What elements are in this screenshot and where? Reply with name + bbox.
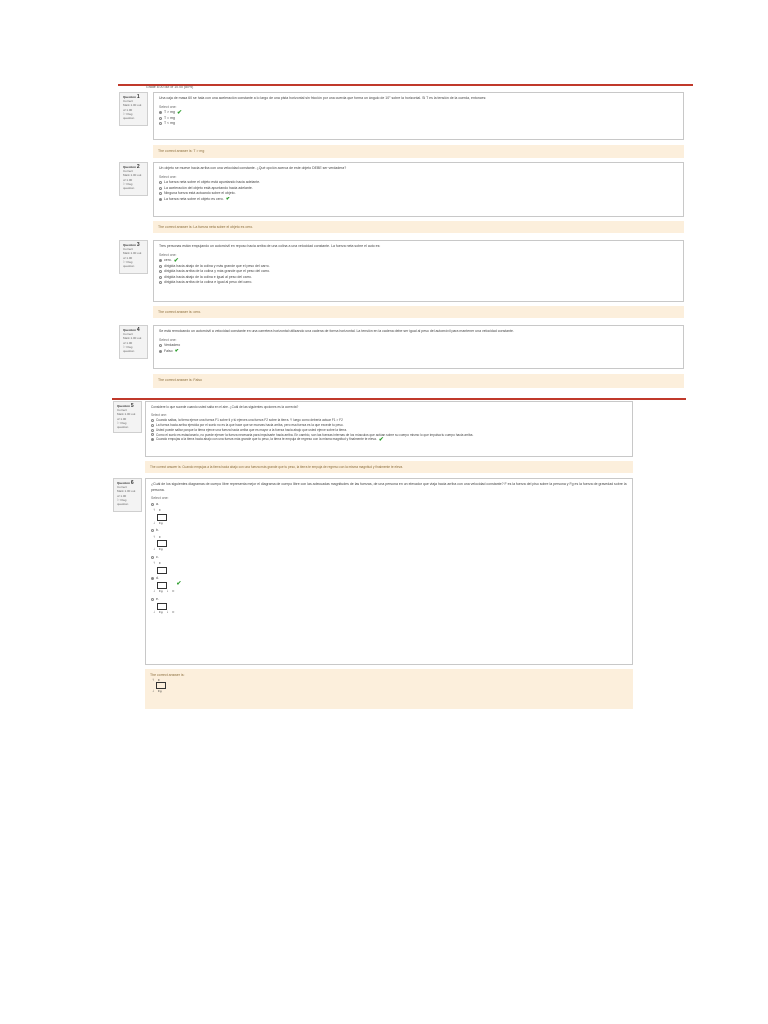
check-icon: ✔ bbox=[225, 196, 231, 202]
correct-answer-feedback: The correct answer is: Cuando empujas a la tierra hacia abajo con una fuerza más grande que tu peso, la tierra te empuja de regreso con la misma magnitud y finalmente te eleva. bbox=[145, 461, 633, 473]
body-box bbox=[157, 582, 167, 589]
answer-option[interactable]: dirigida hacia abajo de la colina e igual al peso del carro. bbox=[159, 275, 678, 281]
question-6 bbox=[113, 478, 633, 710]
answer-option-d[interactable]: d. bbox=[151, 576, 627, 582]
radio-button[interactable] bbox=[151, 598, 154, 601]
answer-option-b[interactable]: b. bbox=[151, 528, 627, 534]
arrow-down-icon: ↓ bbox=[153, 519, 155, 525]
question-text: ¿Cuál de los siguientes diagramas de cuerpo libre representa mejor el diagrama de cuerpo libre con las adecuadas magnitudes de las fuerzas, de una persona en un elevador que viaja hacia arriba con una velocidad constante? F es la fuerza del piso sobre la persona y Fg es la fuerza de gravedad sobre la persona. bbox=[151, 482, 627, 492]
arrow-up-icon: ↑ bbox=[153, 507, 155, 512]
answer-option[interactable]: La fuerza hacia arriba ejercida por el suelo no es la que hace que se muevas hacia arriba, pero esa fuerza es la que excede tu peso. bbox=[151, 423, 627, 428]
question-info: Question 5 Correct Mark 1.00 out of 1.00 ⚐ Flag question bbox=[113, 401, 142, 433]
flag-question[interactable]: ⚐ Flag question bbox=[123, 181, 135, 191]
body-box bbox=[156, 682, 166, 689]
correct-answer-feedback: The correct answer is: La fuerza neta sobre el objeto es cero. bbox=[153, 221, 684, 233]
arrow-down-icon: ↓ bbox=[153, 546, 155, 551]
radio-button[interactable] bbox=[159, 122, 162, 125]
question-content: Tres personas están empujando un automóvil en reposo hacia arriba de una colina a una velocidad constante. La fuerza neta sobre el auto es: Select one: cero. ✔ dirigida hacia abajo de la colina y más grande que el peso del carro. dirigida hacia arriba de la colina y más grande que el peso del carro. dirigida hacia abajo de la colina e igual al peso del carro. dirigida hacia arriba de la colina e igual al peso del carro. bbox=[153, 240, 684, 302]
body-box bbox=[157, 603, 167, 610]
question-content: Un objeto se mueve hacia arriba con una velocidad constante. ¿Qué opción acerca de este objeto DEBE ser verdadera? Select one: La fuerza neta sobre el objeto está apuntando hacia adelante. La aceleración del objeto está apuntando hacia adelante. Ninguna fuerza está actuando sobre el objeto. La fuerza neta sobre el objeto es cero. ✔ bbox=[153, 162, 684, 217]
question-content: Se está remolcando un automóvil a velocidad constante en una carretera horizontal utilizando una cadena de forma horizontal. La tensión en la cadena debe ser igual al peso del automóvil para mantener una velocidad constante. Select one: Verdadero Falso ✔ bbox=[153, 325, 684, 369]
question-4 bbox=[119, 325, 684, 390]
answer-option[interactable]: T > mg ✔ bbox=[159, 110, 678, 116]
correct-answer-feedback: The correct answer is: ↑ F ↓ Fg bbox=[145, 669, 633, 709]
check-icon: ✔ bbox=[173, 258, 179, 264]
radio-button[interactable] bbox=[159, 276, 162, 279]
free-body-diagram: ↑ F ↓ Fg bbox=[153, 535, 627, 553]
body-box bbox=[157, 567, 167, 574]
answer-option[interactable]: Ninguna fuerza está actuando sobre el objeto. bbox=[159, 191, 678, 197]
top-divider bbox=[118, 84, 693, 86]
arrow-up-icon: ↑ bbox=[152, 677, 154, 682]
answer-option[interactable]: Falso ✔ bbox=[159, 349, 678, 355]
radio-button[interactable] bbox=[159, 265, 162, 268]
answer-option-e[interactable]: e. bbox=[151, 597, 627, 603]
question-2 bbox=[119, 162, 684, 234]
arrow-down-icon: ↓ bbox=[166, 609, 169, 614]
radio-button[interactable] bbox=[159, 198, 162, 201]
correct-answer-feedback: The correct answer is: Falso bbox=[153, 374, 684, 388]
answer-option[interactable]: Como el suelo es estacionario, no puede ejercer la fuerza necesaria para impulsarte hacia arriba. En cambio, son las fuerzas internas de los músculos que actúan sobre su cuerpo mismo lo que impulsa tu cuerpo hacia arriba. bbox=[151, 433, 627, 438]
question-info: Question 1 Correct Mark 1.00 out of 1.00 ⚐ Flag question bbox=[119, 92, 148, 126]
radio-button[interactable] bbox=[159, 117, 162, 120]
check-icon: ✔ bbox=[176, 581, 182, 587]
answer-option[interactable]: cero. ✔ bbox=[159, 258, 678, 264]
answer-option[interactable]: Cuando empujas a la tierra hacia abajo con una fuerza más grande que tu peso, la tierra te empuja de regreso con la misma magnitud y finalmente te eleva. ✔ bbox=[151, 437, 627, 442]
radio-button[interactable] bbox=[159, 181, 162, 184]
arrow-up-icon: ↑ bbox=[153, 560, 155, 565]
radio-button[interactable] bbox=[151, 429, 154, 432]
question-content: Una caja de masa 60 se hala con una aceleración constante a lo largo de una pista horizontal sin fricción por una cuerda que forma un ángulo de 10° sobre la horizontal. Si T es la tensión de la cuerda, entonces: Select one: T > mg ✔ T = mg T < mg bbox=[153, 92, 684, 140]
radio-button[interactable] bbox=[151, 438, 154, 441]
arrow-down-icon: ↓ bbox=[153, 609, 155, 614]
body-box bbox=[157, 514, 167, 521]
question-text: Una caja de masa 60 se hala con una aceleración constante a lo largo de una pista horizontal sin fricción por una cuerda que forma un ángulo de 10° sobre la horizontal. Si T es la tensión de la cuerda, entonces: bbox=[159, 96, 487, 100]
flag-question[interactable]: ⚐ Flag question bbox=[117, 420, 129, 430]
answer-option[interactable]: La aceleración del objeto está apuntando hacia adelante. bbox=[159, 186, 678, 192]
question-info: Question 4 Correct Mark 1.00 out of 1.00 ⚐ Flag question bbox=[119, 325, 148, 359]
question-info: Question 6 Correct Mark 1.00 out of 1.00 ⚐ Flag question bbox=[113, 478, 142, 512]
check-icon: ✔ bbox=[174, 348, 180, 354]
radio-button[interactable] bbox=[159, 111, 162, 114]
answer-option[interactable]: Cuando saltas, la tierra ejerce una fuerza F1 sobre ti y tú ejerces una fuerza F2 sobre la tierra. Y luego como debería actuar F1 > F2 bbox=[151, 418, 627, 423]
radio-button[interactable] bbox=[151, 529, 154, 532]
radio-button[interactable] bbox=[151, 577, 154, 580]
free-body-diagram: ↑ F ↓ Fg bbox=[152, 678, 628, 693]
radio-button[interactable] bbox=[159, 344, 162, 347]
arrow-up-icon: ↑ bbox=[153, 533, 155, 539]
flag-question[interactable]: ⚐ Flag question bbox=[117, 497, 129, 507]
answer-option-c[interactable]: c. bbox=[151, 555, 627, 561]
check-icon: ✔ bbox=[378, 437, 384, 443]
free-body-diagram: ↓ Fg ↓ F ✔ bbox=[153, 581, 182, 593]
question-content: ¿Cuál de los siguientes diagramas de cuerpo libre representa mejor el diagrama de cuerpo libre con las adecuadas magnitudes de las fuerzas, de una persona en un elevador que viaja hacia arriba con una velocidad constante? F es la fuerza del piso sobre la persona y Fg es la fuerza de gravedad sobre la persona. Select one: a. ↑ F ↓ Fg b. ↑ F ↓ Fg c. ↑ F d. ↓ Fg ↓ F ✔ e. ↓ Fg ↓ F bbox=[145, 478, 633, 665]
radio-button[interactable] bbox=[151, 433, 154, 436]
question-text: Tres personas están empujando un automóvil en reposo hacia arriba de una colina a una velocidad constante. La fuerza neta sobre el auto es: bbox=[159, 244, 381, 248]
question-content: Considere lo que sucede cuando usted salta en el aire. ¿Cuál de las siguientes opciones es la correcta? Select one: Cuando saltas, la tierra ejerce una fuerza F1 sobre ti y tú ejerces una fuerza F2 sobre la tierra. Y luego como debería actuar F1 > F2 La fuerza hacia arriba ejercida por el suelo no es la que hace que se muevas hacia arriba, pero esa fuerza es la que excede tu peso. Usted puede saltar porque la tierra ejerce una fuerza hacia arriba que es mayor a la fuerza hacia abajo que usted ejerce sobre la tierra. Como el suelo es estacionario, no puede ejercer la fuerza necesaria para impulsarte hacia arriba. En cambio, son las fuerzas internas de los músculos que actúan sobre su cuerpo mismo lo que impulsa tu cuerpo hacia arriba. Cuando empujas a la tierra hacia abajo con una fuerza más grande que tu peso, la tierra te empuja de regreso con la misma magnitud y finalmente te eleva. ✔ bbox=[145, 401, 633, 457]
question-text: Se está remolcando un automóvil a velocidad constante en una carretera horizontal utilizando una cadena de forma horizontal. La tensión en la cadena debe ser igual al peso del automóvil para mantener una velocidad constante. bbox=[159, 329, 514, 333]
answer-option[interactable]: Usted puede saltar porque la tierra ejerce una fuerza hacia arriba que es mayor a la fuerza hacia abajo que usted ejerce sobre la tierra. bbox=[151, 428, 627, 433]
answer-option-a[interactable]: a. bbox=[151, 502, 627, 508]
flag-question[interactable]: ⚐ Flag question bbox=[123, 344, 135, 354]
grade-summary: Grade 8.00 out of 10.00 (80%) bbox=[146, 85, 194, 89]
answer-option[interactable]: Verdadero bbox=[159, 343, 678, 349]
radio-button[interactable] bbox=[151, 503, 154, 506]
arrow-down-icon: ↓ bbox=[153, 588, 155, 593]
answer-option[interactable]: La fuerza neta sobre el objeto está apuntando hacia adelante. bbox=[159, 180, 678, 186]
answer-option[interactable]: T < mg bbox=[159, 121, 678, 127]
arrow-down-icon: ↓ bbox=[166, 588, 169, 593]
question-info: Question 3 Correct Mark 1.00 out of 1.00 ⚐ Flag question bbox=[119, 240, 148, 274]
check-icon: ✔ bbox=[176, 110, 182, 116]
question-text: Un objeto se mueve hacia arriba con una velocidad constante. ¿Qué opción acerca de este objeto DEBE ser verdadera? bbox=[159, 166, 347, 170]
question-1 bbox=[119, 92, 684, 160]
body-box bbox=[157, 540, 167, 547]
radio-button[interactable] bbox=[159, 270, 162, 273]
answer-option[interactable]: La fuerza neta sobre el objeto es cero. ✔ bbox=[159, 197, 678, 203]
free-body-diagram: ↓ Fg ↓ F bbox=[153, 603, 627, 616]
answer-option[interactable]: dirigida hacia arriba de la colina y más grande que el peso del carro. bbox=[159, 269, 678, 275]
question-5 bbox=[113, 401, 633, 475]
question-text: Considere lo que sucede cuando usted salta en el aire. ¿Cuál de las siguientes opciones es la correcta? bbox=[151, 405, 299, 409]
radio-button[interactable] bbox=[159, 259, 162, 262]
flag-question[interactable]: ⚐ Flag question bbox=[123, 111, 135, 121]
correct-answer-feedback: The correct answer is: cero. bbox=[153, 306, 684, 318]
question-info: Question 2 Correct Mark 1.00 out of 1.00 ⚐ Flag question bbox=[119, 162, 148, 196]
radio-button[interactable] bbox=[159, 192, 162, 195]
radio-button[interactable] bbox=[159, 350, 162, 353]
question-3 bbox=[119, 240, 684, 320]
radio-button[interactable] bbox=[159, 187, 162, 190]
correct-answer-feedback: The correct answer is: T > mg bbox=[153, 145, 684, 158]
free-body-diagram: ↑ F ↓ Fg bbox=[153, 508, 627, 526]
answer-option[interactable]: dirigida hacia arriba de la colina e igual al peso del carro. bbox=[159, 280, 678, 286]
section-divider bbox=[112, 398, 686, 400]
radio-button[interactable] bbox=[151, 419, 154, 422]
answer-option[interactable]: T = mg bbox=[159, 116, 678, 122]
free-body-diagram: ↑ F bbox=[153, 561, 627, 574]
radio-button[interactable] bbox=[151, 424, 154, 427]
radio-button[interactable] bbox=[159, 281, 162, 284]
arrow-down-icon: ↓ bbox=[152, 688, 154, 693]
radio-button[interactable] bbox=[151, 556, 154, 559]
flag-question[interactable]: ⚐ Flag question bbox=[123, 259, 135, 269]
answer-option[interactable]: dirigida hacia abajo de la colina y más grande que el peso del carro. bbox=[159, 264, 678, 270]
